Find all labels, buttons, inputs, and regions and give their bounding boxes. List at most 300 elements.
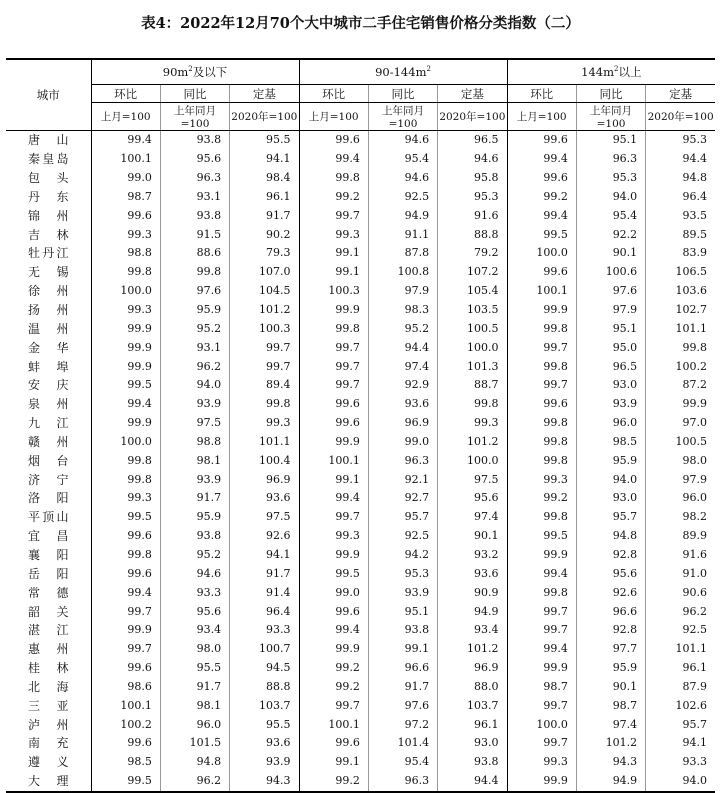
index-value: 99.7 (299, 206, 368, 225)
index-value: 107.2 (438, 263, 507, 282)
index-value: 94.1 (230, 546, 299, 565)
base-label-yoy: 上年同月=100 (576, 103, 645, 131)
index-value: 95.9 (160, 301, 229, 320)
table-row (6, 263, 715, 282)
index-value: 91.7 (368, 677, 437, 696)
subheader-mom: 环比 (299, 85, 368, 103)
index-value: 91.7 (230, 206, 299, 225)
index-value: 96.0 (646, 489, 715, 508)
index-value: 101.1 (646, 319, 715, 338)
index-value: 95.5 (160, 659, 229, 678)
index-value: 99.7 (91, 602, 160, 621)
index-value: 93.0 (438, 734, 507, 753)
index-value: 99.5 (507, 225, 576, 244)
table-row (6, 508, 715, 527)
index-value: 99.7 (230, 357, 299, 376)
index-value: 96.9 (438, 659, 507, 678)
base-label-base2020: 2020年=100 (230, 103, 299, 131)
index-value: 99.6 (507, 263, 576, 282)
group-header-over-144: $144m^2$以上 (507, 59, 715, 85)
index-value: 90.1 (576, 677, 645, 696)
city-name: 扬州 (28, 303, 69, 318)
index-value: 100.5 (438, 319, 507, 338)
index-value: 99.4 (507, 640, 576, 659)
index-value: 92.8 (576, 621, 645, 640)
index-value: 93.9 (230, 753, 299, 772)
table-row (6, 206, 715, 225)
base-label-mom: 上月=100 (507, 103, 576, 131)
index-value: 95.2 (160, 319, 229, 338)
index-value: 94.1 (646, 734, 715, 753)
city-name: 三亚 (28, 698, 69, 713)
table-row (6, 564, 715, 583)
table-row (6, 734, 715, 753)
index-value: 99.8 (438, 395, 507, 414)
table-row (6, 772, 715, 792)
index-value: 99.9 (299, 546, 368, 565)
index-value: 98.1 (160, 696, 229, 715)
table-row (6, 357, 715, 376)
index-value: 95.7 (368, 508, 437, 527)
index-value: 98.8 (91, 244, 160, 263)
index-value: 101.2 (230, 301, 299, 320)
city-name: 济宁 (28, 472, 69, 487)
index-value: 99.6 (91, 564, 160, 583)
base-label-base2020: 2020年=100 (438, 103, 507, 131)
index-value: 96.1 (438, 715, 507, 734)
index-value: 96.0 (576, 414, 645, 433)
index-value: 92.5 (646, 621, 715, 640)
index-value: 94.8 (576, 527, 645, 546)
index-value: 100.2 (91, 715, 160, 734)
index-value: 93.9 (160, 470, 229, 489)
index-value: 99.9 (91, 319, 160, 338)
index-value: 91.7 (160, 489, 229, 508)
table-row (6, 433, 715, 452)
index-value: 95.1 (576, 131, 645, 150)
index-value: 87.2 (646, 376, 715, 395)
base-row (6, 103, 715, 131)
city-name: 泉州 (28, 397, 69, 412)
index-value: 94.0 (160, 376, 229, 395)
table-row (6, 677, 715, 696)
index-value: 96.4 (646, 188, 715, 207)
subheader-base2020: 定基 (646, 85, 715, 103)
city-column-header: 城市 (6, 59, 91, 131)
city-name: 安庆 (28, 378, 69, 393)
index-value: 99.7 (299, 338, 368, 357)
index-value: 91.7 (230, 564, 299, 583)
index-value: 95.6 (160, 150, 229, 169)
index-value: 99.9 (91, 414, 160, 433)
index-value: 99.9 (507, 772, 576, 792)
index-value: 99.8 (507, 451, 576, 470)
index-value: 99.8 (507, 433, 576, 452)
index-value: 101.1 (646, 640, 715, 659)
index-value: 96.1 (646, 659, 715, 678)
city-name: 平顶山 (28, 510, 69, 525)
index-value: 98.6 (91, 677, 160, 696)
index-value: 100.0 (438, 451, 507, 470)
index-value: 99.8 (299, 319, 368, 338)
index-value: 99.7 (507, 338, 576, 357)
price-index-table (6, 58, 715, 793)
index-value: 96.9 (368, 414, 437, 433)
base-label-base2020: 2020年=100 (646, 103, 715, 131)
table-row (6, 715, 715, 734)
index-value: 100.1 (507, 282, 576, 301)
index-value: 100.0 (91, 282, 160, 301)
index-value: 95.2 (368, 319, 437, 338)
index-value: 100.0 (91, 433, 160, 452)
index-value: 95.4 (368, 150, 437, 169)
index-value: 87.8 (368, 244, 437, 263)
table-row (6, 489, 715, 508)
index-value: 95.3 (438, 188, 507, 207)
index-value: 99.8 (507, 319, 576, 338)
subheader-yoy: 同比 (368, 85, 437, 103)
city-name: 泸州 (28, 717, 69, 732)
index-value: 83.9 (646, 244, 715, 263)
index-value: 99.8 (230, 395, 299, 414)
index-value: 99.0 (91, 169, 160, 188)
index-value: 97.4 (368, 357, 437, 376)
index-value: 93.6 (438, 564, 507, 583)
index-value: 99.4 (507, 206, 576, 225)
index-value: 93.2 (438, 546, 507, 565)
city-name: 丹东 (28, 189, 69, 204)
index-value: 95.2 (160, 546, 229, 565)
index-value: 100.0 (507, 244, 576, 263)
city-name: 赣州 (28, 434, 69, 449)
index-value: 93.6 (230, 734, 299, 753)
index-value: 96.1 (230, 188, 299, 207)
index-value: 92.8 (576, 546, 645, 565)
index-value: 102.7 (646, 301, 715, 320)
index-value: 100.0 (438, 338, 507, 357)
index-value: 99.4 (299, 150, 368, 169)
index-value: 88.8 (438, 225, 507, 244)
index-value: 99.2 (507, 188, 576, 207)
index-value: 93.8 (160, 206, 229, 225)
index-value: 99.3 (299, 225, 368, 244)
index-value: 99.6 (507, 169, 576, 188)
index-value: 93.6 (230, 489, 299, 508)
index-value: 96.4 (230, 602, 299, 621)
index-value: 96.3 (576, 150, 645, 169)
index-value: 99.0 (299, 583, 368, 602)
index-value: 99.3 (299, 527, 368, 546)
index-value: 99.6 (91, 734, 160, 753)
city-name: 金华 (28, 340, 69, 355)
index-value: 92.5 (368, 527, 437, 546)
city-name: 秦皇岛 (28, 152, 69, 167)
index-value: 100.1 (91, 696, 160, 715)
group-header-90-144: $90-144m^2$ (299, 59, 507, 85)
index-value: 100.1 (299, 451, 368, 470)
city-name: 桂林 (28, 661, 69, 676)
index-value: 99.7 (299, 508, 368, 527)
index-value: 92.7 (368, 489, 437, 508)
index-value: 99.3 (91, 225, 160, 244)
index-value: 99.8 (91, 451, 160, 470)
index-value: 96.6 (576, 602, 645, 621)
index-value: 99.1 (299, 753, 368, 772)
index-value: 99.3 (91, 489, 160, 508)
index-value: 98.7 (507, 677, 576, 696)
index-value: 93.9 (160, 395, 229, 414)
table-row (6, 282, 715, 301)
index-value: 99.6 (507, 395, 576, 414)
index-value: 99.7 (299, 696, 368, 715)
index-value: 97.9 (646, 470, 715, 489)
index-value: 94.6 (368, 169, 437, 188)
index-value: 100.4 (230, 451, 299, 470)
index-value: 99.1 (368, 640, 437, 659)
index-value: 93.8 (438, 753, 507, 772)
index-value: 99.6 (507, 131, 576, 150)
index-value: 97.4 (438, 508, 507, 527)
page-title: 表4：2022年12月70个大中城市二手住宅销售价格分类指数（二） (141, 15, 580, 32)
index-value: 95.6 (576, 564, 645, 583)
index-value: 94.3 (230, 772, 299, 792)
table-row (6, 150, 715, 169)
index-value: 93.8 (160, 527, 229, 546)
index-value: 99.8 (507, 508, 576, 527)
index-value: 96.3 (368, 772, 437, 792)
index-value: 94.4 (438, 772, 507, 792)
index-value: 98.4 (230, 169, 299, 188)
index-value: 99.7 (507, 376, 576, 395)
index-value: 89.4 (230, 376, 299, 395)
index-value: 102.6 (646, 696, 715, 715)
index-value: 94.5 (230, 659, 299, 678)
city-name: 惠州 (28, 642, 69, 657)
index-value: 100.1 (91, 150, 160, 169)
city-name: 韶关 (28, 604, 69, 619)
index-value: 104.5 (230, 282, 299, 301)
index-value: 100.2 (646, 357, 715, 376)
group-header-under-90: $90m^2$及以下 (91, 59, 299, 85)
index-value: 100.5 (646, 433, 715, 452)
city-name: 吉林 (28, 227, 69, 242)
index-value: 99.2 (299, 772, 368, 792)
index-value: 103.7 (230, 696, 299, 715)
index-value: 88.7 (438, 376, 507, 395)
index-value: 93.4 (438, 621, 507, 640)
subheader-base2020: 定基 (230, 85, 299, 103)
index-value: 100.7 (230, 640, 299, 659)
base-label-yoy: 上年同月=100 (160, 103, 229, 131)
index-value: 95.9 (160, 508, 229, 527)
table-row (6, 225, 715, 244)
index-value: 95.0 (576, 338, 645, 357)
index-value: 99.0 (368, 433, 437, 452)
table-row (6, 583, 715, 602)
city-name: 大理 (6, 772, 91, 792)
city-name: 岳阳 (28, 566, 69, 581)
index-value: 98.7 (91, 188, 160, 207)
index-value: 91.7 (160, 677, 229, 696)
index-value: 96.0 (160, 715, 229, 734)
table-row (6, 169, 715, 188)
index-value: 96.2 (160, 357, 229, 376)
table-row (6, 395, 715, 414)
index-value: 98.0 (646, 451, 715, 470)
index-value: 99.5 (507, 527, 576, 546)
index-value: 99.6 (299, 602, 368, 621)
index-value: 93.1 (160, 188, 229, 207)
index-value: 98.1 (160, 451, 229, 470)
index-value: 93.3 (230, 621, 299, 640)
index-value: 99.3 (91, 301, 160, 320)
index-value: 103.7 (438, 696, 507, 715)
city-name: 北海 (28, 679, 69, 694)
index-value: 95.5 (230, 131, 299, 150)
index-value: 101.2 (438, 640, 507, 659)
index-value: 99.5 (299, 564, 368, 583)
index-value: 97.6 (576, 282, 645, 301)
index-value: 94.6 (160, 564, 229, 583)
index-value: 97.9 (368, 282, 437, 301)
index-value: 99.4 (299, 621, 368, 640)
index-value: 100.6 (576, 263, 645, 282)
city-name: 襄阳 (28, 547, 69, 562)
index-value: 99.4 (507, 150, 576, 169)
index-value: 99.1 (299, 263, 368, 282)
index-value: 99.1 (299, 470, 368, 489)
index-value: 93.0 (576, 376, 645, 395)
index-value: 100.3 (299, 282, 368, 301)
index-value: 99.3 (230, 414, 299, 433)
table-header (6, 59, 715, 131)
index-value: 94.8 (646, 169, 715, 188)
index-value: 103.5 (438, 301, 507, 320)
table-row (6, 527, 715, 546)
city-name: 牡丹江 (28, 246, 69, 261)
index-value: 100.1 (299, 715, 368, 734)
table-row (6, 376, 715, 395)
index-value: 95.6 (438, 489, 507, 508)
index-value: 91.6 (438, 206, 507, 225)
index-value: 99.8 (91, 546, 160, 565)
index-value: 97.5 (160, 414, 229, 433)
index-value: 96.3 (160, 169, 229, 188)
index-value: 94.4 (368, 338, 437, 357)
index-value: 99.8 (299, 169, 368, 188)
index-value: 94.3 (576, 753, 645, 772)
base-label-yoy: 上年同月=100 (368, 103, 437, 131)
base-label-mom: 上月=100 (299, 103, 368, 131)
index-value: 97.2 (368, 715, 437, 734)
index-value: 98.5 (91, 753, 160, 772)
index-value: 94.9 (438, 602, 507, 621)
index-value: 90.6 (646, 583, 715, 602)
index-value: 93.3 (160, 583, 229, 602)
index-value: 93.6 (368, 395, 437, 414)
index-value: 99.9 (299, 433, 368, 452)
index-value: 99.8 (160, 263, 229, 282)
index-value: 95.8 (438, 169, 507, 188)
index-value: 99.7 (299, 376, 368, 395)
index-value: 92.9 (368, 376, 437, 395)
index-value: 99.9 (507, 659, 576, 678)
base-label-mom: 上月=100 (91, 103, 160, 131)
index-value: 101.1 (230, 433, 299, 452)
index-value: 99.8 (91, 470, 160, 489)
index-value: 93.5 (646, 206, 715, 225)
index-value: 99.8 (91, 263, 160, 282)
index-value: 98.5 (576, 433, 645, 452)
index-value: 97.6 (160, 282, 229, 301)
table-row (6, 414, 715, 433)
table-row (6, 640, 715, 659)
city-name: 南充 (28, 736, 69, 751)
index-value: 94.4 (646, 150, 715, 169)
subheader-yoy: 同比 (576, 85, 645, 103)
index-value: 94.9 (576, 772, 645, 792)
index-value: 95.9 (576, 659, 645, 678)
index-value: 90.1 (576, 244, 645, 263)
table-row (6, 319, 715, 338)
index-value: 94.2 (368, 546, 437, 565)
subheader-base2020: 定基 (438, 85, 507, 103)
index-value: 94.0 (576, 470, 645, 489)
index-value: 96.2 (646, 602, 715, 621)
table-row (6, 621, 715, 640)
index-value: 99.7 (507, 602, 576, 621)
index-value: 100.8 (368, 263, 437, 282)
table-body (6, 131, 715, 792)
index-value: 94.8 (160, 753, 229, 772)
index-value: 98.7 (576, 696, 645, 715)
index-value: 97.9 (576, 301, 645, 320)
subheader-yoy: 同比 (160, 85, 229, 103)
index-value: 89.5 (646, 225, 715, 244)
index-value: 95.3 (646, 131, 715, 150)
index-value: 91.5 (160, 225, 229, 244)
index-value: 99.8 (507, 357, 576, 376)
index-value: 95.4 (576, 206, 645, 225)
index-value: 95.1 (368, 602, 437, 621)
index-value: 99.6 (299, 395, 368, 414)
index-value: 99.4 (91, 131, 160, 150)
table-row (6, 546, 715, 565)
index-value: 99.8 (507, 414, 576, 433)
table-row (6, 131, 715, 150)
index-value: 99.5 (91, 376, 160, 395)
city-name: 锦州 (28, 208, 69, 223)
table-row (6, 338, 715, 357)
index-value: 93.3 (646, 753, 715, 772)
index-value: 99.9 (91, 338, 160, 357)
index-value: 94.0 (576, 188, 645, 207)
index-value: 97.5 (438, 470, 507, 489)
index-value: 93.8 (160, 131, 229, 150)
table-row (6, 188, 715, 207)
subheader-row (6, 85, 715, 103)
index-value: 93.8 (368, 621, 437, 640)
index-value: 103.6 (646, 282, 715, 301)
city-name: 湛江 (28, 623, 69, 638)
index-value: 92.2 (576, 225, 645, 244)
index-value: 99.4 (91, 395, 160, 414)
city-name: 唐山 (28, 133, 69, 148)
index-value: 95.6 (160, 602, 229, 621)
index-value: 99.7 (507, 696, 576, 715)
index-value: 98.8 (160, 433, 229, 452)
index-value: 96.2 (160, 772, 229, 792)
